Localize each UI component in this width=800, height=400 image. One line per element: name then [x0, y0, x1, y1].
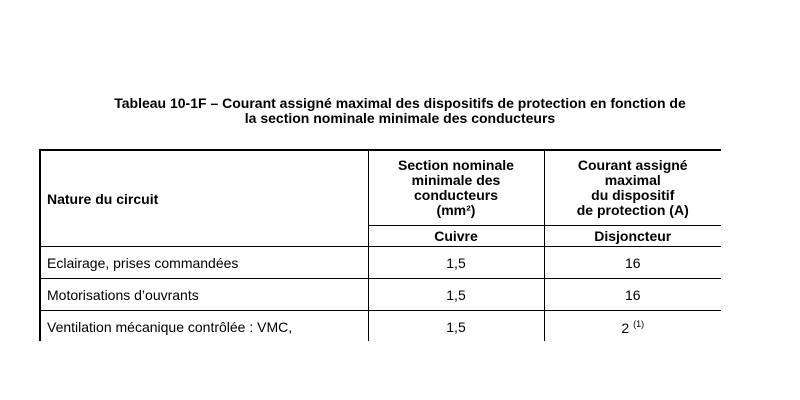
table-row: [40, 247, 721, 279]
header-row: [40, 150, 721, 226]
row-section: 1,5: [368, 279, 544, 311]
table-caption: [0, 96, 800, 126]
header-courant-line-3: du dispositif: [591, 187, 675, 203]
header-courant-line-1: Courant assigné: [577, 157, 688, 173]
caption-line-2: la section nominale minimale des conducteurs: [244, 110, 556, 126]
header-courant-line-2: maximal: [604, 172, 661, 188]
subheader-cuivre: Cuivre: [368, 226, 544, 247]
header-section-line-3: conducteurs: [413, 187, 498, 203]
row-section: 1,5: [368, 247, 544, 279]
header-section-line-2: minimale des: [411, 172, 501, 188]
row-courant-value: 2: [621, 319, 630, 336]
header-section-line-4: (mm²): [436, 202, 476, 218]
row-label: Motorisations d’ouvrants: [40, 279, 368, 311]
protection-table: [39, 149, 721, 341]
row-label: Eclairage, prises commandées: [40, 247, 368, 279]
subheader-disjoncteur: Disjoncteur: [544, 226, 721, 247]
table-container: [39, 149, 721, 341]
table-row: [40, 279, 721, 311]
row-label: Ventilation mécanique contrôlée : VMC,: [40, 311, 368, 342]
row-section: 1,5: [368, 311, 544, 342]
row-courant: 16: [544, 247, 721, 279]
header-courant: [544, 150, 721, 226]
header-section-line-1: Section nominale: [398, 157, 514, 173]
footnote-marker: (1): [633, 318, 645, 329]
header-courant-line-4: de protection (A): [576, 202, 689, 218]
row-courant: 16: [544, 279, 721, 311]
header-nature: Nature du circuit: [40, 150, 368, 247]
row-courant: [544, 311, 721, 342]
table-row: [40, 311, 721, 342]
caption-line-1: Tableau 10-1F – Courant assigné maximal des dispositifs de protection en fonction de: [114, 95, 686, 111]
header-section: [368, 150, 544, 226]
